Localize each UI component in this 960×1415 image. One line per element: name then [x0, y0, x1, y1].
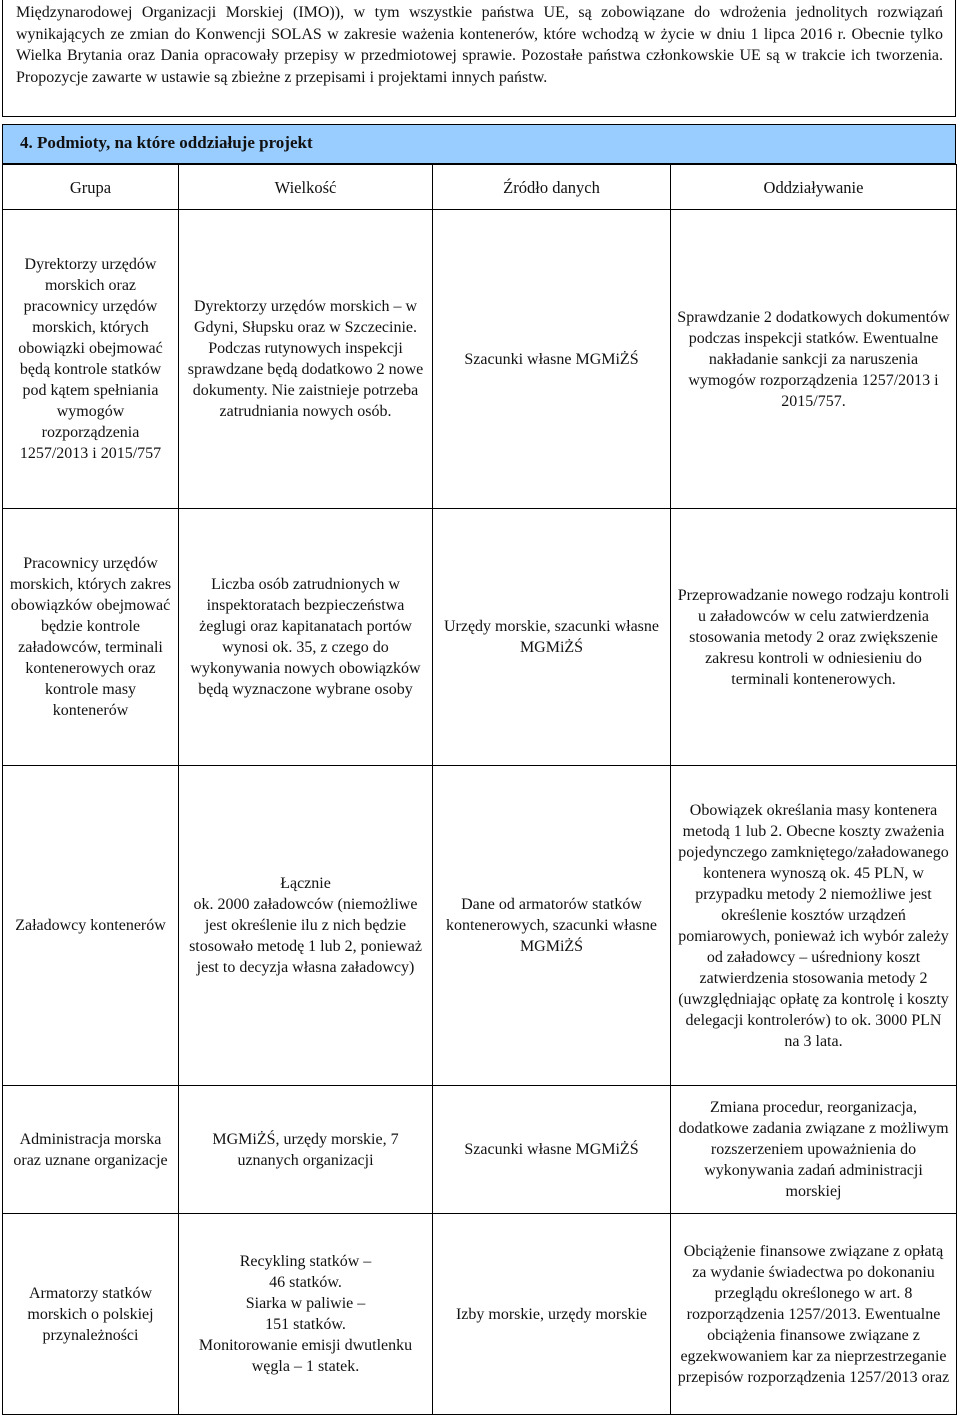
cell-wielkosc: Recykling statków – 46 statków. Siarka w paliwie – 151 statków. Monitorowanie emisji dwutlenku węgla – 1 statek. — [179, 1214, 433, 1415]
header-oddzialywanie: Oddziaływanie — [671, 165, 957, 210]
cell-grupa: Pracownicy urzędów morskich, których zakres obowiązków obejmować będzie kontrole załadowców, terminali kontenerowych oraz kontrole masy kontenerów — [3, 509, 179, 766]
intro-paragraph: Międzynarodowej Organizacji Morskiej (IMO)), w tym wszystkie państwa UE, są zobowiązane do wdrożenia jednolitych rozwiązań wynikających ze zmian do Konwencji SOLAS w zakresie ważenia kontenerów, które wchodzą w życie w dniu 1 lipca 2016 r. Obecnie tylko Wielka Brytania oraz Dania opracowały przepisy w przedmiotowej sprawie. Pozostałe państwa członkowskie UE są w trakcie ich tworzenia. Propozycje zawarte w ustawie są zbieżne z przepisami i projektami innych państw. — [2, 0, 956, 117]
cell-zrodlo: Szacunki własne MGMiŻŚ — [433, 1086, 671, 1214]
cell-oddzialywanie: Obciążenie finansowe związane z opłatą za wydanie świadectwa po dokonaniu przeglądu określonego w art. 8 rozporządzenia 1257/2013. Ewentualne obciążenia finansowe związane z egzekwowaniem kar za nieprzestrzeganie przepisów rozporządzenia 1257/2013 oraz — [671, 1214, 957, 1415]
cell-oddzialywanie: Obowiązek określania masy kontenera metodą 1 lub 2. Obecne koszty zważenia pojedynczego zamkniętego/załadowanego kontenera wynoszą ok. 45 PLN, w przypadku metody 2 niemożliwe jest określenie kosztów urządzeń pomiarowych, ponieważ ich wybór zależy od załadowcy – uśredniony koszt zatwierdzenia stosowania metody 2 (uwzględniając opłatę za kontrolę i koszty delegacji kontrolerów) to ok. 3000 PLN na 3 lata. — [671, 766, 957, 1086]
cell-oddzialywanie: Przeprowadzanie nowego rodzaju kontroli u załadowców w celu zatwierdzenia stosowania metody 2 oraz zwiększenie zakresu kontroli w odniesieniu do terminali kontenerowych. — [671, 509, 957, 766]
cell-grupa: Załadowcy kontenerów — [3, 766, 179, 1086]
cell-zrodlo: Dane od armatorów statków kontenerowych, szacunki własne MGMiŻŚ — [433, 766, 671, 1086]
section-heading: 4. Podmioty, na które oddziałuje projekt — [2, 124, 956, 164]
table-row — [3, 210, 957, 509]
table-row — [3, 509, 957, 766]
cell-wielkosc: Liczba osób zatrudnionych w inspektoratach bezpieczeństwa żeglugi oraz kapitanatach portów wynosi ok. 35, z czego do wykonywania nowych obowiązków będą wyznaczone wybrane osoby — [179, 509, 433, 766]
header-zrodlo: Źródło danych — [433, 165, 671, 210]
header-grupa: Grupa — [3, 165, 179, 210]
cell-zrodlo: Izby morskie, urzędy morskie — [433, 1214, 671, 1415]
affected-entities-table — [2, 164, 957, 1415]
cell-zrodlo: Szacunki własne MGMiŻŚ — [433, 210, 671, 509]
cell-wielkosc: Dyrektorzy urzędów morskich – w Gdyni, Słupsku oraz w Szczecinie. Podczas rutynowych inspekcji sprawdzane będą dodatkowo 2 nowe dokumenty. Nie zaistnieje potrzeba zatrudniania nowych osób. — [179, 210, 433, 509]
table-row — [3, 766, 957, 1086]
cell-grupa: Dyrektorzy urzędów morskich oraz pracownicy urzędów morskich, których obowiązki obejmować będą kontrole statków pod kątem spełniania wymogów rozporządzenia 1257/2013 i 2015/757 — [3, 210, 179, 509]
cell-grupa: Administracja morska oraz uznane organizacje — [3, 1086, 179, 1214]
table-row — [3, 1214, 957, 1415]
cell-grupa: Armatorzy statków morskich o polskiej przynależności — [3, 1214, 179, 1415]
cell-oddzialywanie: Zmiana procedur, reorganizacja, dodatkowe zadania związane z możliwym rozszerzeniem upoważnienia do wykonywania zadań administracji morskiej — [671, 1086, 957, 1214]
cell-zrodlo: Urzędy morskie, szacunki własne MGMiŻŚ — [433, 509, 671, 766]
cell-wielkosc: Łącznie ok. 2000 załadowców (niemożliwe jest określenie ilu z nich będzie stosowało metodę 1 lub 2, ponieważ jest to decyzja własna załadowcy) — [179, 766, 433, 1086]
table-row — [3, 1086, 957, 1214]
header-wielkosc: Wielkość — [179, 165, 433, 210]
cell-oddzialywanie: Sprawdzanie 2 dodatkowych dokumentów podczas inspekcji statków. Ewentualne nakładanie sankcji za naruszenia wymogów rozporządzenia 1257/2013 i 2015/757. — [671, 210, 957, 509]
table-header-row — [3, 165, 957, 210]
cell-wielkosc: MGMiŻŚ, urzędy morskie, 7 uznanych organizacji — [179, 1086, 433, 1214]
